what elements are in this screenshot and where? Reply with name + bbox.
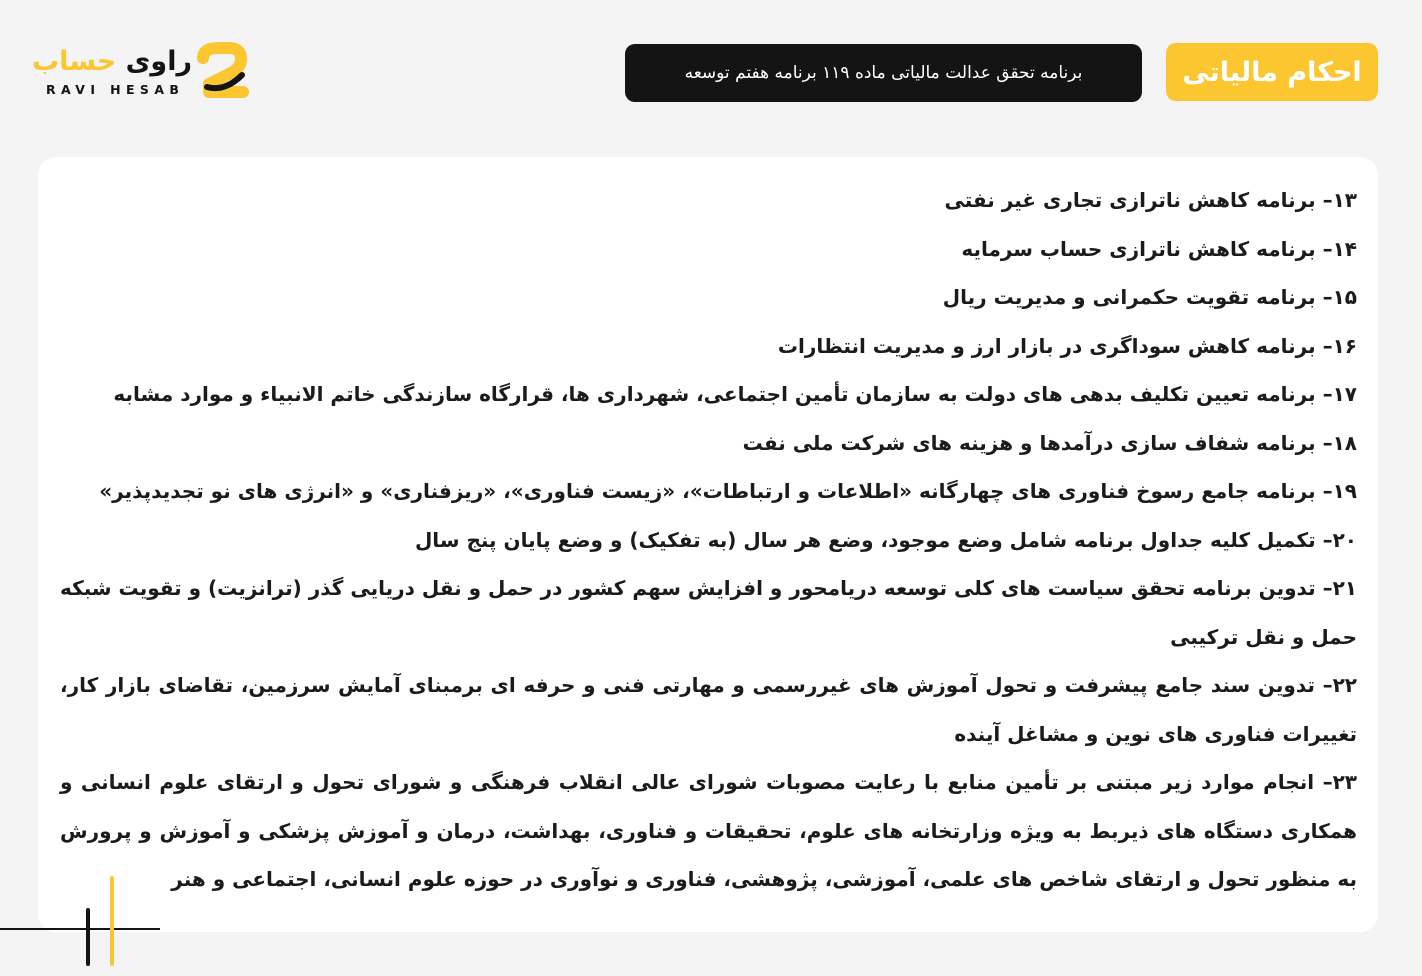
logo-mark-icon — [195, 42, 249, 98]
category-badge — [1166, 43, 1378, 101]
item-number: ۲۱– — [1322, 576, 1357, 600]
item-list — [60, 176, 1357, 904]
logo-latin-text: RAVI HESAB — [46, 82, 185, 97]
item-number: ۱۷– — [1322, 382, 1357, 406]
item-number: ۲۰– — [1322, 527, 1357, 552]
list-item — [60, 322, 1357, 371]
list-item — [60, 419, 1357, 468]
logo-word-ravi: راوی — [125, 46, 192, 77]
list-item — [60, 564, 1357, 661]
item-number: ۱۹– — [1322, 479, 1357, 503]
list-item — [60, 370, 1357, 419]
category-badge-label: احکام مالیاتی — [1182, 56, 1362, 88]
logo — [32, 42, 250, 98]
item-number: ۱۴– — [1322, 236, 1357, 261]
item-number: ۱۶– — [1322, 333, 1357, 358]
list-item — [60, 758, 1357, 904]
item-text: تدوین سند جامع پیشرفت و تحول آموزش های غیررسمی و مهارتی فنی و حرفه ای برمبنای آمایش سرزمین، تقاضای بازار کار، تغییرات فناوری های نوین و مشاغل آینده — [60, 673, 1357, 746]
list-item — [60, 176, 1357, 225]
item-number: ۱۸– — [1322, 430, 1357, 455]
logo-wordmark — [32, 42, 192, 82]
decorative-line-horizontal — [0, 928, 160, 930]
item-text: برنامه کاهش ناترازی حساب سرمایه — [961, 236, 1316, 261]
item-text: برنامه شفاف سازی درآمدها و هزینه های شرکت ملی نفت — [742, 430, 1316, 455]
list-item — [60, 516, 1357, 565]
list-item — [60, 467, 1357, 516]
item-text: برنامه تقویت حکمرانی و مدیریت ریال — [942, 285, 1316, 309]
list-item — [60, 225, 1357, 274]
decorative-line-vertical-yellow — [110, 876, 114, 966]
item-number: ۱۵– — [1322, 285, 1357, 309]
content-card — [38, 157, 1378, 932]
item-number: ۱۳– — [1322, 188, 1357, 212]
item-text: برنامه کاهش ناترازی تجاری غیر نفتی — [944, 188, 1316, 212]
logo-word-hesab: حساب — [32, 46, 117, 77]
item-number: ۲۲– — [1322, 673, 1357, 697]
item-text: انجام موارد زیر مبتنی بر تأمین منابع با رعایت مصوبات شورای عالی انقلاب فرهنگی و شورای تحول و ارتقای علوم انسانی و همکاری دستگاه های ذیربط به ویژه وزارتخانه های علوم، تحقیقات و فناوری، بهداشت، درمان و آموزش پزشکی و آموزش و پرورش به منظور تحول و ارتقای شاخص های علمی، آموزشی، پژوهشی، فناوری و نوآوری در حوزه علوم انسانی، اجتماعی و هنر — [60, 770, 1357, 891]
decorative-line-vertical-dark — [86, 908, 90, 966]
item-text: برنامه کاهش سوداگری در بازار ارز و مدیریت انتظارات — [777, 333, 1316, 358]
item-number: ۲۳– — [1322, 770, 1357, 794]
item-text: برنامه تعیین تکلیف بدهی های دولت به سازمان تأمین اجتماعی، شهرداری ها، قرارگاه سازندگی خاتم الانبیاء و موارد مشابه — [113, 382, 1316, 406]
header-subtitle-box — [625, 44, 1142, 102]
item-text: برنامه جامع رسوخ فناوری های چهارگانه «اطلاعات و ارتباطات»، «زیست فناوری»، «ریزفناری» و «انرژی های نو تجدیدپذیر» — [99, 479, 1316, 503]
list-item — [60, 661, 1357, 758]
item-text: تدوین برنامه تحقق سیاست های کلی توسعه دریامحور و افزایش سهم کشور در حمل و نقل دریایی گذر (ترانزیت) و تقویت شبکه حمل و نقل ترکیبی — [60, 576, 1357, 649]
item-text: تکمیل کلیه جداول برنامه شامل وضع موجود، وضع هر سال (به تفکیک) و وضع پایان پنج سال — [414, 527, 1316, 552]
list-item — [60, 273, 1357, 322]
header-subtitle: برنامه تحقق عدالت مالیاتی ماده ۱۱۹ برنامه هفتم توسعه — [684, 63, 1083, 83]
